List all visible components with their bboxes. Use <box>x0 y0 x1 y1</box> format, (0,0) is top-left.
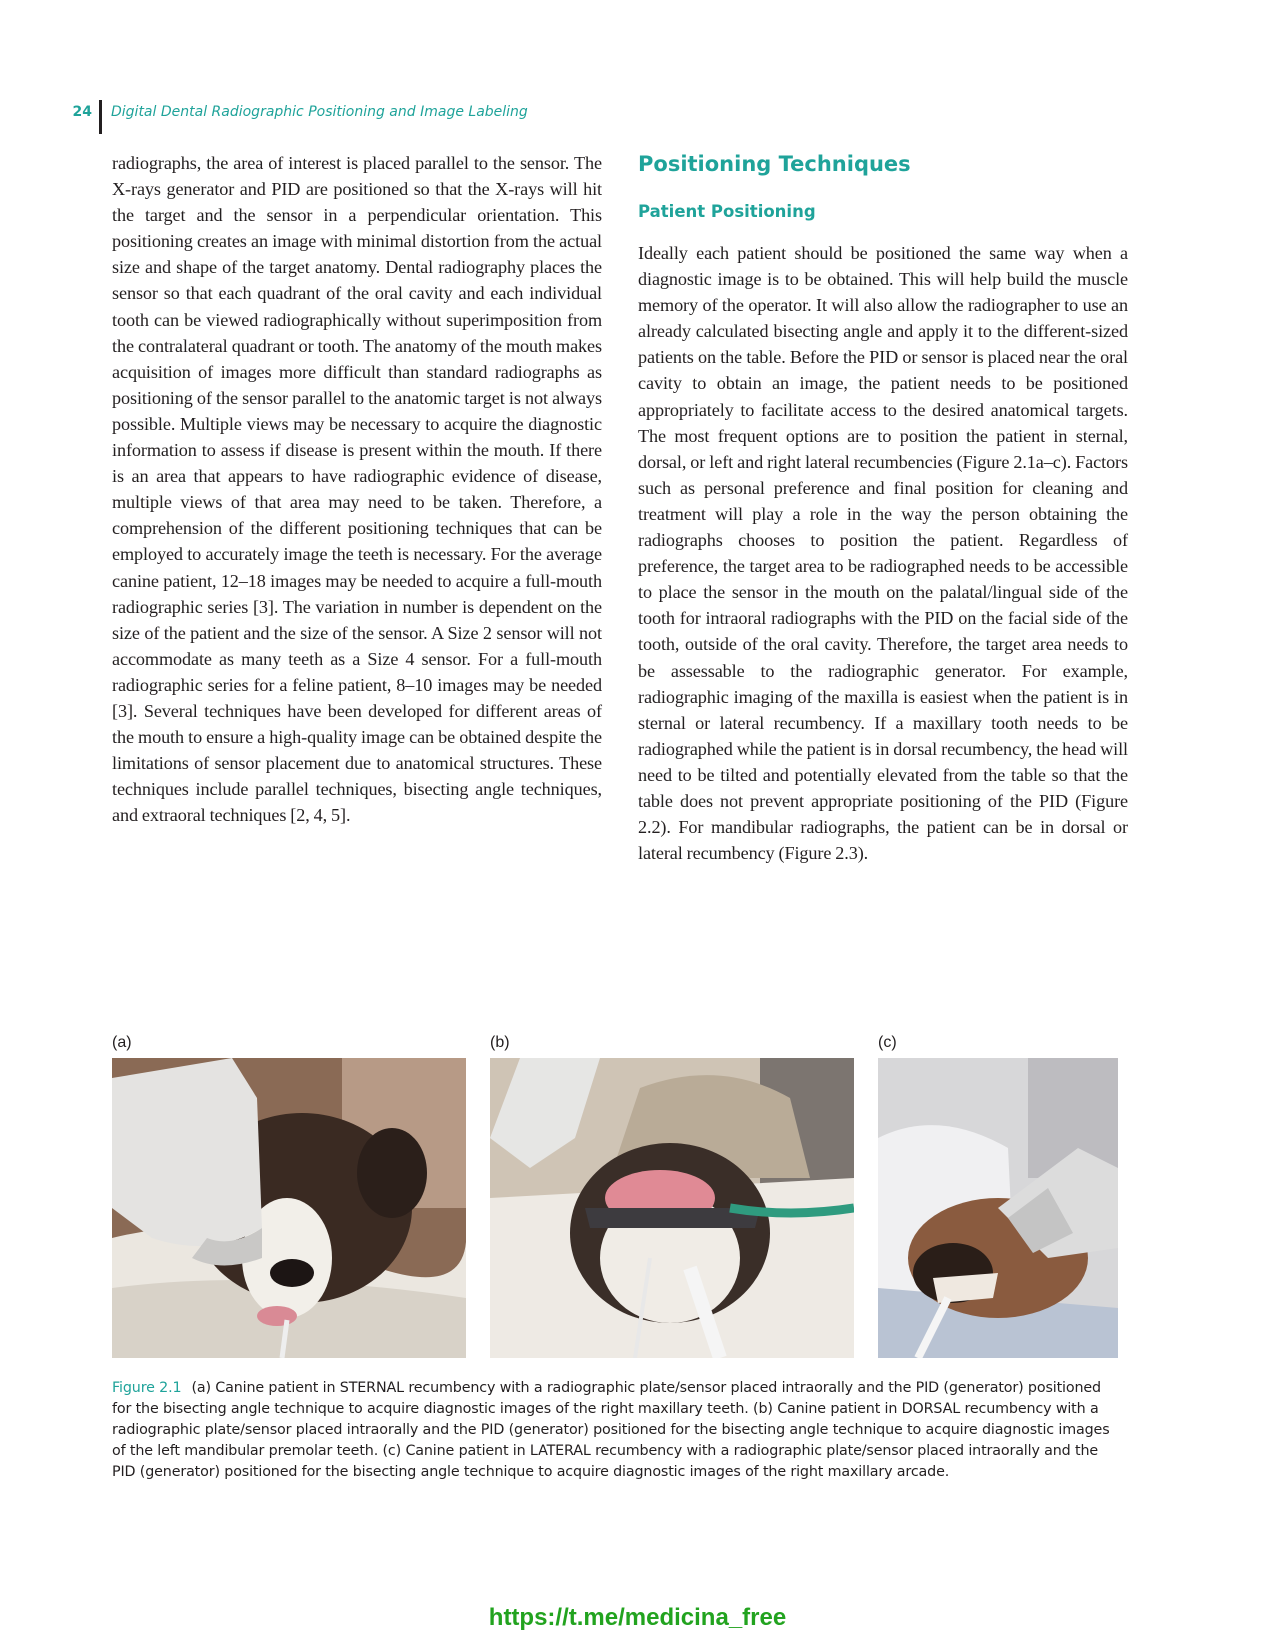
subsection-heading: Patient Positioning <box>638 202 816 221</box>
page-number: 24 <box>72 104 92 120</box>
section-heading: Positioning Techniques <box>638 152 911 176</box>
running-title: Digital Dental Radiographic Positioning and Image Labeling <box>111 104 528 120</box>
left-column <box>112 150 602 828</box>
panel-label-b: (b) <box>490 1034 510 1051</box>
figure-caption <box>112 1378 1117 1483</box>
header-divider <box>99 100 102 134</box>
panel-label-a: (a) <box>112 1034 132 1051</box>
running-header <box>72 100 528 136</box>
photo-c-lateral-dog <box>878 1058 1118 1358</box>
right-column <box>638 150 1128 866</box>
left-paragraph: radiographs, the area of interest is placed parallel to the sensor. The X-rays generator and PID are positioned so that the X-rays will hit the target and the sensor in a perpendicular orientation. This positioning creates an image with minimal distortion from the actual size and shape of the target anatomy. Dental radiography places the sensor so that each quadrant of the oral cavity and each individual tooth can be viewed radiographically without superimposition from the contralateral quadrant or tooth. The anatomy of the mouth makes acquisition of images more difficult than standard radiographs as positioning of the sensor parallel to the anatomic target is not always possible. Multiple views may be necessary to acquire the diagnostic information to assess if disease is present within the mouth. If there is an area that appears to have radiographic evidence of disease, multiple views of that area may need to be taken. Therefore, a comprehension of the different positioning techniques that can be employed to accurately image the teeth is necessary. For the average canine patient, 12–18 images may be needed to acquire a full-mouth radiographic series [3]. The variation in number is dependent on the size of the patient and the size of the sensor. A Size 2 sensor will not accommodate as many teeth as a Size 4 sensor. For a full-mouth radiographic series for a feline patient, 8–10 images may be needed [3]. Several techniques have been developed for different areas of the mouth to ensure a high-quality image can be obtained despite the limitations of sensor placement due to anatomical structures. These techniques include parallel techniques, bisecting angle techniques, and extraoral techniques [2, 4, 5]. <box>112 153 602 826</box>
photo-a-sternal-dog <box>112 1058 466 1358</box>
figure-caption-text: (a) Canine patient in STERNAL recumbency with a radiographic plate/sensor placed intraorally and the PID (generator) positioned for the bisecting angle technique to acquire diagnostic images of the right maxillary teeth. (b) Canine patient in DORSAL recumbency with a radiographic plate/sensor placed intraorally and the PID (generator) positioned for the bisecting angle technique to acquire diagnostic images of the left mandibular premolar teeth. (c) Canine patient in LATERAL recumbency with a radiographic plate/sensor placed intraorally and the PID (generator) positioned for the bisecting angle technique to acquire diagnostic images of the right maxillary arcade. <box>112 1380 1110 1480</box>
footer-link[interactable]: https://t.me/medicina_free <box>488 1604 787 1631</box>
panel-label-c: (c) <box>878 1034 897 1051</box>
figure-caption-label: Figure 2.1 <box>112 1380 182 1396</box>
right-paragraph: Ideally each patient should be positioned the same way when a diagnostic image is to be obtained. This will help build the muscle memory of the operator. It will also allow the radiographer to use an already calculated bisecting angle and apply it to the different-sized patients on the table. Before the PID or sensor is placed near the oral cavity to obtain an image, the patient needs to be positioned appropriately to facilitate access to the desired anatomical targets. The most frequent options are to position the patient in sternal, dorsal, or left and right lateral recumbencies (Figure 2.1a–c). Factors such as personal preference and final position for cleaning and treatment will play a role in the way the person obtaining the radiographs chooses to position the patient. Regardless of preference, the target area to be radiographed needs to be accessible to place the sensor in the mouth on the palatal/lingual side of the tooth for intraoral radiographs with the PID on the facial side of the tooth, outside of the oral cavity. Therefore, the target area needs to be assessable to the radiographic generator. For example, radiographic imaging of the maxilla is easiest when the patient is in sternal or lateral recumbency. If a maxillary tooth needs to be radiographed while the patient is in dorsal recumbency, the head will need to be tilted and potentially elevated from the table so that the table does not prevent appropriate positioning of the PID (Figure 2.2). For mandibular radiographs, the patient can be in dorsal or lateral recumbency (Figure 2.3). <box>638 243 1128 864</box>
photo-b-dorsal-dog <box>490 1058 854 1358</box>
